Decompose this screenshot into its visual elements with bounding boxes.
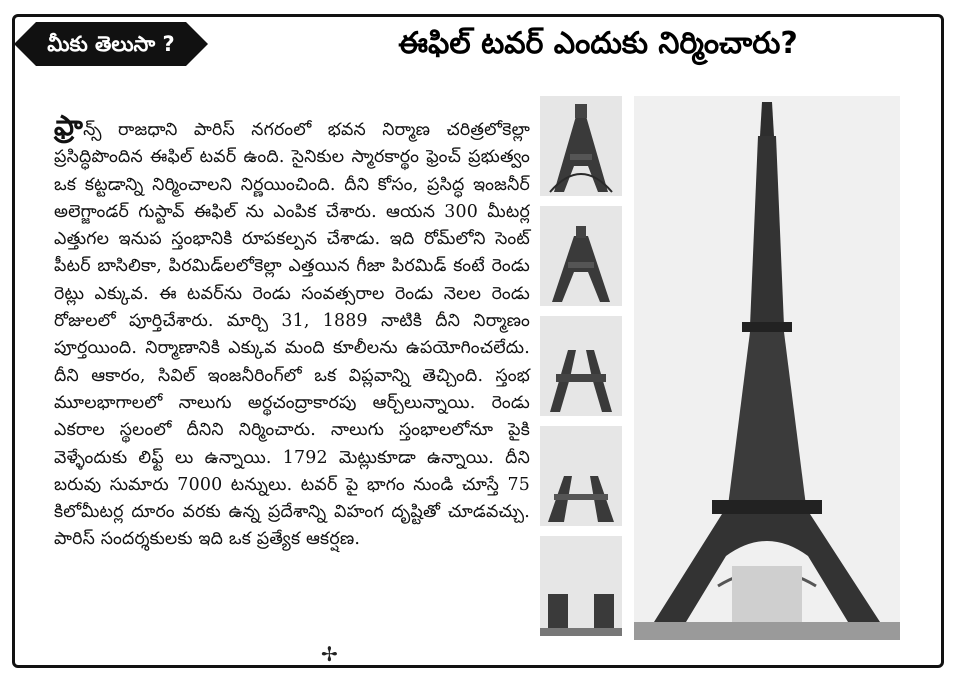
badge-label: మీకు తెలుసా ? (47, 32, 175, 56)
construction-photo (540, 206, 622, 306)
drop-cap: ఫ్రా (54, 109, 84, 142)
construction-photo (540, 536, 622, 636)
did-you-know-badge (14, 22, 208, 66)
construction-photo (540, 316, 622, 416)
article-text: న్స్ రాజధాని పారిస్ నగరంలో భవన నిర్మాణ చరిత్రలోకెల్లా ప్రసిద్ధిపొందిన ఈఫిల్ టవర్ ఉంది. సైనికుల స్మారకార్థం ఫ్రెంచ్ ప్రభుత్వం ఒక కట్టడాన్ని నిర్మించాలని నిర్ణయించింది. దీని కోసం, ప్రసిద్ధ ఇంజనీర్ అలెగ్జాండర్ గుస్టావ్ ఈఫిల్ ను ఎంపిక చేశారు. ఆయన 300 మీటర్ల ఎత్తుగల ఇనుప స్తంభానికి రూపకల్పన చేశాడు. ఇది రోమ్‌లోని సెంట్ పీటర్ బాసిలికా, పిరమిడ్‌లలోకెల్లా ఎత్తయిన గీజా పిరమిడ్ కంటే రెండు రెట్లు ఎక్కువ. ఈ టవర్‌ను రెండు సంవత్సరాల రెండు నెలల రెండు రోజులలో పూర్తిచేశారు. మార్చి 31, 1889 నాటికి దీని నిర్మాణం పూర్తయింది. నిర్మాణానికి ఎక్కువ మంది కూలీలను ఉపయోగించలేదు. దీని ఆకారం, సివిల్ ఇంజనీరింగ్‌లో ఒక విప్లవాన్ని తెచ్చింది. స్తంభ మూలభాగాలలో నాలుగు అర్థచంద్రాకారపు ఆర్చ్‌లున్నాయి. రెండు ఎకరాల స్థలంలో దీనిని నిర్మించారు. నాలుగు స్తంభాలలోనూ పైకి వెళ్ళేందుకు లిఫ్ట్ లు ఉన్నాయి. 1792 మెట్లుకూడా ఉన్నాయి. దీని బరువు సుమారు 7000 టన్నులు. టవర్ పై భాగం నుండి చూస్తే 75 కిలోమీటర్ల దూరం వరకు ఉన్న ప్రదేశాన్ని విహంగ దృష్టితో చూడవచ్చు. పారిస్ సందర్శకులకు ఇది ఒక ప్రత్యేక ఆకర్షణ. (54, 120, 530, 550)
eiffel-tower-photo (634, 96, 900, 640)
end-mark-icon: ✢ (321, 642, 338, 666)
construction-photo (540, 426, 622, 526)
construction-photo (540, 96, 622, 196)
article-body (54, 109, 530, 554)
headline: ఈఫిల్ టవర్ ఎందుకు నిర్మించారు? (398, 26, 798, 61)
